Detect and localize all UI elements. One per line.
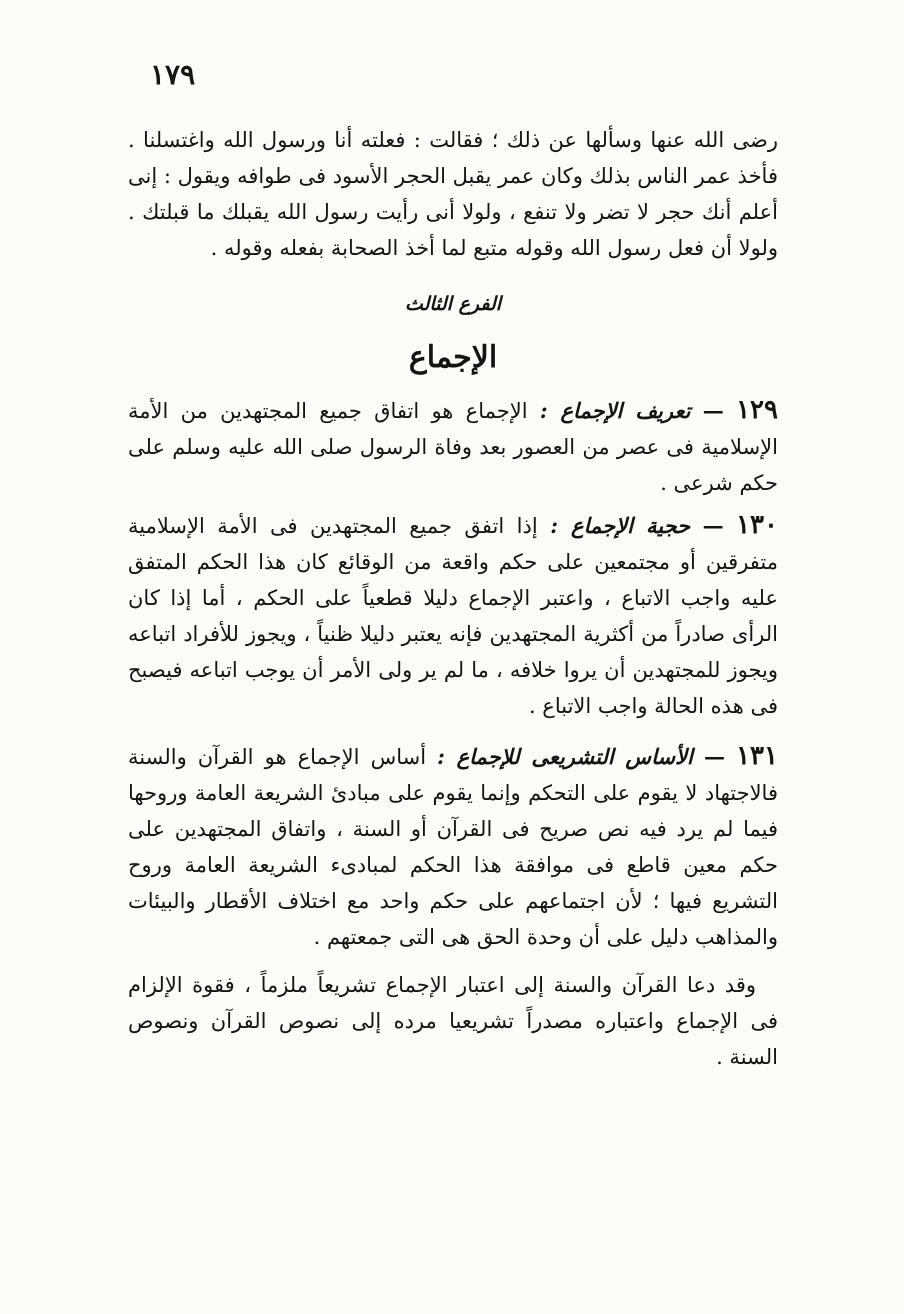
clause-131	[128, 738, 778, 955]
section-title: الإجماع	[408, 340, 498, 375]
clause-heading: الأساس التشريعى للإجماع :	[437, 744, 693, 769]
clause-number: ١٢٩	[736, 395, 778, 425]
closing-paragraph: وقد دعا القرآن والسنة إلى اعتبار الإجماع تشريعاً ملزماً ، فقوة الإلزام فى الإجماع واعتباره مصدراً تشريعيا مرده إلى نصوص القرآن ونصوص السنة .	[128, 973, 778, 1069]
page-number: ١٧٩	[150, 58, 196, 91]
subsection-title: الفرع الثالث	[404, 293, 502, 315]
clause-text: الإجماع هو اتفاق جميع المجتهدين من الأمة الإسلامية فى عصر من العصور بعد وفاة الرسول صلى الله عليه وسلم على حكم شرعى .	[128, 399, 778, 495]
intro-paragraph: رضى الله عنها وسألها عن ذلك ؛ فقالت : فعلته أنا ورسول الله واغتسلنا . فأخذ عمر الناس بذلك وكان عمر يقبل الحجر الأسود فى طوافه ويقول : إنى أعلم أنك حجر لا تضر ولا تنفع ، ولولا أنى رأيت رسول الله يقبلك ما قبلتك . ولولا أن فعل رسول الله وقوله متبع لما أخذ الصحابة بفعله وقوله .	[128, 128, 778, 260]
clause-number: ١٣١	[736, 741, 778, 771]
page-body	[128, 122, 778, 1075]
clause-dash: —	[703, 744, 725, 769]
clause-130	[128, 507, 778, 724]
clause-text: إذا اتفق جميع المجتهدين فى الأمة الإسلامية متفرقين أو مجتمعين على حكم واقعة من الوقائع كان هذا الحكم المتفق عليه واجب الاتباع ، واعتبر الإجماع دليلا قطعياً على الحكم ، أما إذا كان الرأى صادراً من أكثرية المجتهدين فإنه يعتبر دليلا ظنياً ، ويجوز للأفراد اتباعه ويجوز للمجتهدين أن يروا خلافه ، ما لم ير ولى الأمر أن يوجب اتباعه فيصبح فى هذه الحالة واجب الاتباع .	[128, 514, 778, 718]
clause-heading: حجية الإجماع :	[550, 513, 691, 538]
clause-dash: —	[702, 513, 724, 538]
clause-heading: تعريف الإجماع :	[539, 398, 691, 423]
clause-text: أساس الإجماع هو القرآن والسنة فالاجتهاد لا يقوم على التحكم وإنما يقوم على مبادئ الشريعة العامة وروحها فيما لم يرد فيه نص صريح فى القرآن أو السنة ، واتفاق المجتهدين على حكم معين قاطع فى موافقة هذا الحكم لمبادىء الشريعة العامة وروح التشريع فيها ؛ لأن اجتماعهم على حكم واحد مع اختلاف الأقطار والبيئات والمذاهب دليل على أن وحدة الحق هى التى جمعتهم .	[128, 745, 778, 949]
clause-number: ١٣٠	[736, 510, 778, 540]
clause-129	[128, 392, 778, 501]
clause-dash: —	[702, 398, 724, 423]
